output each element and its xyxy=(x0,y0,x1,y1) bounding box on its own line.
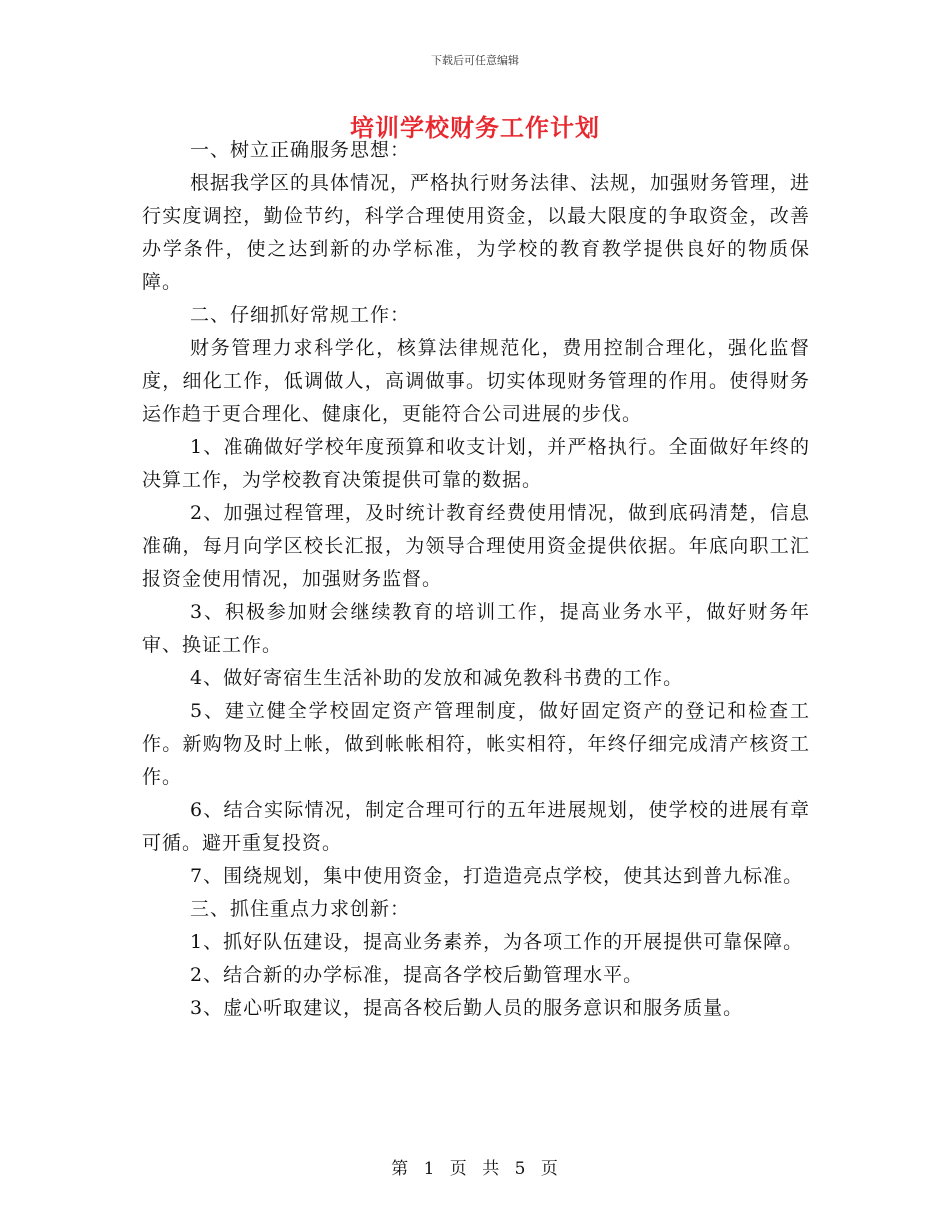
page-footer xyxy=(0,1154,950,1179)
page-label-prefix: 第 xyxy=(391,1159,410,1179)
document-title: 培训学校财务工作计划 xyxy=(350,114,600,142)
list-item: 5、建立健全学校固定资产管理制度，做好固定资产的登记和检查工作。新购物及时上帐，做到帐帐相符，帐实相符，年终仔细完成清产核资工作。 xyxy=(142,700,810,788)
list-item: 3、积极参加财会继续教育的培训工作，提高业务水平，做好财务年审、换证工作。 xyxy=(142,601,810,656)
total-pages-number: 5 xyxy=(514,1159,527,1179)
list-item: 6、结合实际情况，制定合理可行的五年进展规划，使学校的进展有章可循。避开重复投资。 xyxy=(142,799,810,854)
list-item: 1、准确做好学校年度预算和收支计划，并严格执行。全面做好年终的决算工作，为学校教育决策提供可靠的数据。 xyxy=(142,436,810,491)
list-item: 7、围绕规划，集中使用资金，打造造亮点学校，使其达到普九标准。 xyxy=(190,865,804,887)
list-item: 2、结合新的办学标准，提高各学校后勤管理水平。 xyxy=(190,964,644,986)
document-body xyxy=(142,134,810,1025)
page-label-mid: 页 xyxy=(449,1159,468,1179)
paragraph: 财务管理力求科学化，核算法律规范化，费用控制合理化，强化监督度，细化工作，低调做人，高调做事。切实体现财务管理的作用。使得财务运作趋于更合理化、健康化，更能符合公司进展的步伐。 xyxy=(142,337,810,425)
section-heading-1: 一、树立正确服务思想： xyxy=(190,139,411,161)
list-item: 4、做好寄宿生生活补助的发放和减免教科书费的工作。 xyxy=(190,667,684,689)
list-item: 2、加强过程管理，及时统计教育经费使用情况，做到底码清楚，信息准确，每月向学区校长汇报，为领导合理使用资金提供依据。年底向职工汇报资金使用情况，加强财务监督。 xyxy=(142,502,810,590)
page-label-suffix: 页 xyxy=(540,1159,559,1179)
paragraph: 根据我学区的具体情况，严格执行财务法律、法规，加强财务管理，进行实度调控，勤俭节约，科学合理使用资金，以最大限度的争取资金，改善办学条件，使之达到新的办学标准，为学校的教育教学提供良好的物质保障。 xyxy=(142,172,811,293)
header-note: 下载后可任意编辑 xyxy=(431,54,519,67)
total-label: 共 xyxy=(482,1159,501,1179)
list-item: 1、抓好队伍建设，提高业务素养，为各项工作的开展提供可靠保障。 xyxy=(190,931,804,953)
section-heading-3: 三、抓住重点力求创新： xyxy=(190,898,411,920)
current-page-number: 1 xyxy=(423,1159,436,1179)
list-item: 3、虚心听取建议，提高各校后勤人员的服务意识和服务质量。 xyxy=(190,997,744,1019)
section-heading-2: 二、仔细抓好常规工作： xyxy=(190,304,411,326)
